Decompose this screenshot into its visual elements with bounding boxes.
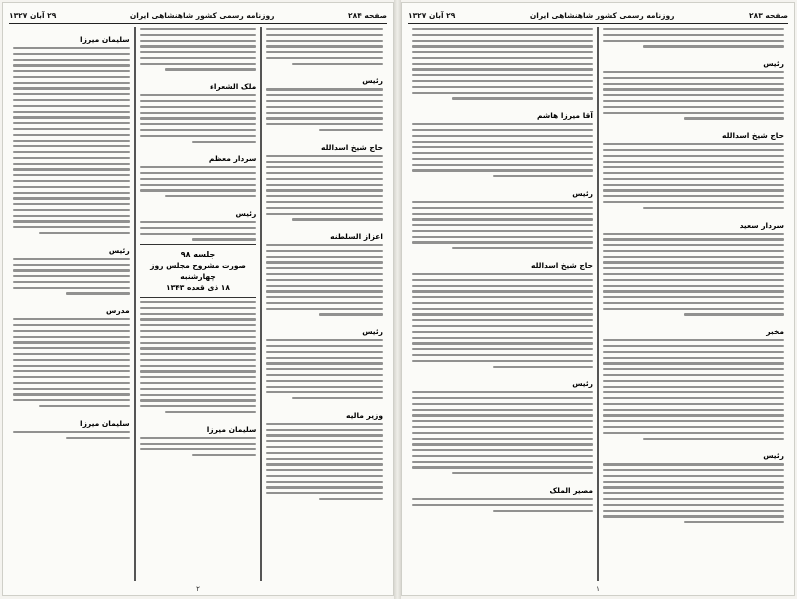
session-number: جلسه ۹۸ (180, 250, 216, 260)
right-page-date: ۲۹ آبان ۱۳۲۷ (408, 10, 456, 20)
speaker-name: حاج شیخ اسدالله (722, 131, 784, 141)
speaker-name: سلیمان میرزا (80, 35, 130, 44)
left-page-date: ۲۹ آبان ۱۳۲۷ (9, 10, 57, 20)
right-page-footer-number: ۱ (596, 585, 600, 593)
left-page-header (9, 7, 387, 24)
speaker-name: رئیس (572, 379, 593, 389)
left-col-middle (135, 27, 262, 581)
speaker-name: مدرس (106, 306, 130, 316)
speaker-name: سردار معظم (208, 154, 257, 164)
speaker-name: سلیمان میرزا (206, 424, 257, 434)
left-page (2, 2, 394, 596)
speaker-name: رئیس (763, 451, 784, 461)
speaker-name: وزیر مالیه (346, 410, 383, 420)
speaker-name: آقا میرزا هاشم (536, 111, 593, 121)
right-col-right (598, 27, 788, 581)
right-page (401, 2, 795, 596)
speaker-name: حاج شیخ اسدالله (321, 142, 383, 152)
speaker-name: رئیس (362, 76, 383, 86)
speaker-name: مصیر الملک (549, 486, 593, 495)
speaker-name: حاج شیخ اسدالله (531, 261, 593, 270)
right-journal-title: روزنامه رسمی کشور شاهنشاهی ایران (529, 10, 675, 20)
left-page-footer-number: ۲ (196, 585, 200, 593)
speaker-name: ملک الشعراء (210, 82, 257, 92)
session-subtitle: صورت مشروح مجلس روز چهارشنبه (150, 261, 246, 282)
right-page-header (408, 7, 788, 24)
left-journal-title: روزنامه رسمی کشور شاهنشاهی ایران (129, 10, 275, 20)
right-page-columns (408, 27, 788, 581)
left-page-number: صفحه ۲۸۴ (348, 10, 387, 20)
left-col-left (9, 27, 135, 581)
speaker-name: سلیمان میرزا (80, 418, 130, 428)
speaker-name: رئیس (572, 188, 593, 198)
speaker-name: اعزاز السلطنه (330, 232, 383, 242)
speaker-name: رئیس (108, 245, 130, 255)
speaker-name: مخبر (766, 327, 784, 337)
left-col-right (261, 27, 387, 581)
speaker-name: رئیس (362, 327, 383, 337)
binding-gutter (394, 0, 401, 599)
right-page-number: صفحه ۲۸۳ (749, 10, 788, 20)
session-date: ۱۸ ذی قعده ۱۳۴۳ (166, 283, 230, 293)
right-col-left (408, 27, 598, 581)
speaker-name: رئیس (763, 59, 784, 69)
session-heading (140, 249, 257, 293)
left-page-columns (9, 27, 387, 581)
speaker-name: سردار سعید (739, 220, 784, 230)
speaker-name: رئیس (235, 208, 257, 218)
